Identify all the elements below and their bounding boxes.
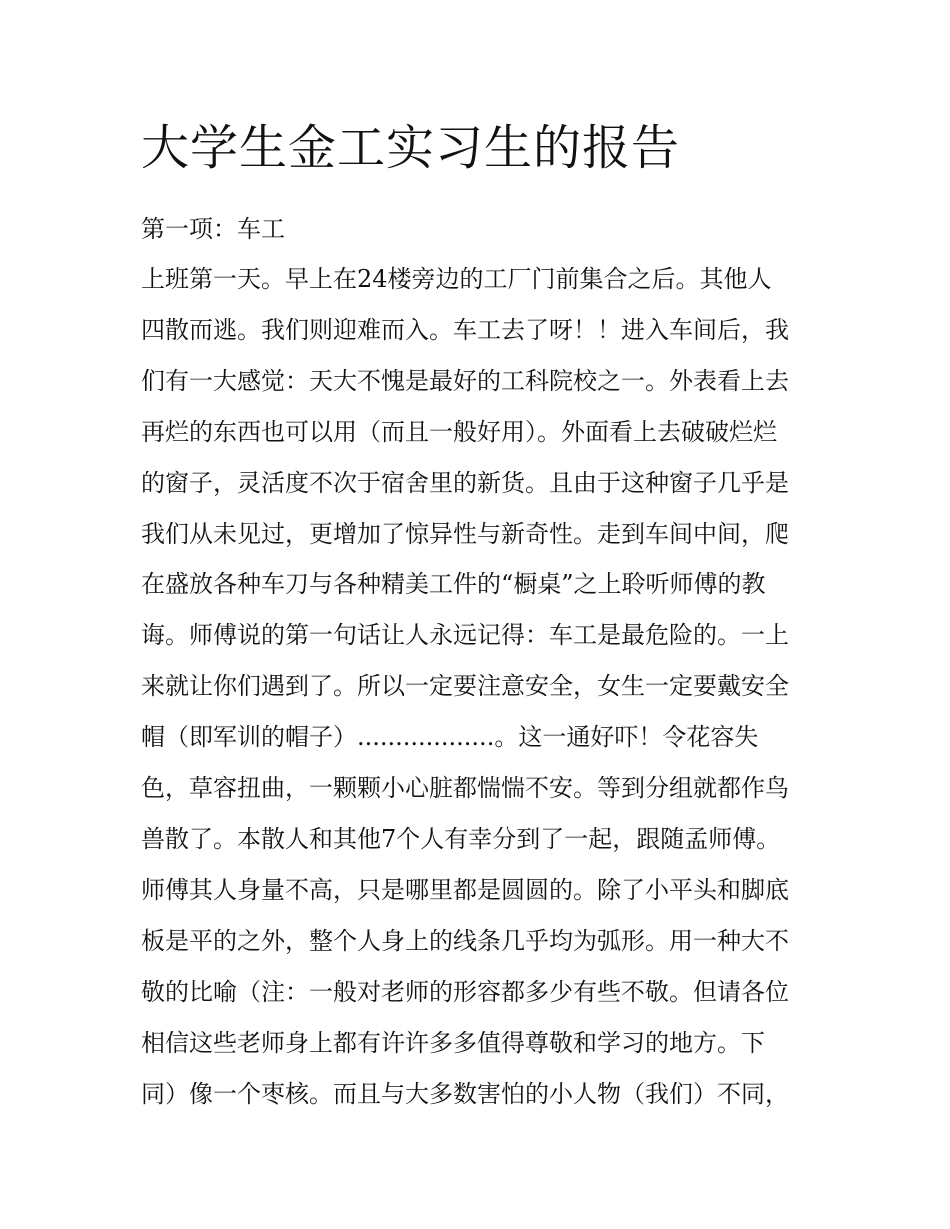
body-line: 板是平的之外，整个人身上的线条几乎均为弧形。用一种大不 — [141, 926, 789, 955]
body-line: 再烂的东西也可以用（而且一般好用）。外面看上去破破烂烂 — [141, 417, 777, 446]
document-body — [141, 254, 813, 1119]
body-line: 上班第一天。早上在24楼旁边的工厂门前集合之后。其他人 — [141, 265, 772, 293]
section-heading: 第一项：车工 — [141, 215, 285, 243]
body-line: 四散而逃。我们则迎难而入。车工去了呀！！进入车间后，我 — [141, 315, 789, 344]
body-line: 来就让你们遇到了。所以一定要注意安全，女生一定要戴安全 — [141, 672, 789, 701]
body-line: 相信这些老师身上都有许许多多值得尊敬和学习的地方。下 — [141, 1028, 765, 1057]
body-line: 们有一大感觉：天大不愧是最好的工科院校之一。外表看上去 — [141, 366, 789, 395]
body-line: 同）像一个枣核。而且与大多数害怕的小人物（我们）不同， — [141, 1079, 789, 1108]
body-line: 师傅其人身量不高，只是哪里都是圆圆的。除了小平头和脚底 — [141, 875, 789, 904]
body-line: 我们从未见过，更增加了惊异性与新奇性。走到车间中间，爬 — [141, 519, 789, 548]
document-page — [141, 118, 813, 1119]
body-line: 兽散了。本散人和其他7个人有幸分到了一起，跟随孟师傅。 — [141, 824, 781, 853]
body-line: 敬的比喻（注：一般对老师的形容都多少有些不敬。但请各位 — [141, 977, 789, 1006]
body-line: 色，草容扭曲，一颗颗小心脏都惴惴不安。等到分组就都作鸟 — [141, 774, 789, 803]
body-line: 诲。师傅说的第一句话让人永远记得：车工是最危险的。一上 — [141, 621, 789, 650]
body-line: 在盛放各种车刀与各种精美工件的“橱桌”之上聆听师傅的教 — [141, 570, 766, 599]
body-line: 的窗子，灵活度不次于宿舍里的新货。且由于这种窗子几乎是 — [141, 468, 789, 497]
document-title: 大学生金工实习生的报告 — [141, 120, 681, 176]
body-line: 帽（即军训的帽子）..................。这一通好吓！令花容失 — [141, 723, 759, 752]
